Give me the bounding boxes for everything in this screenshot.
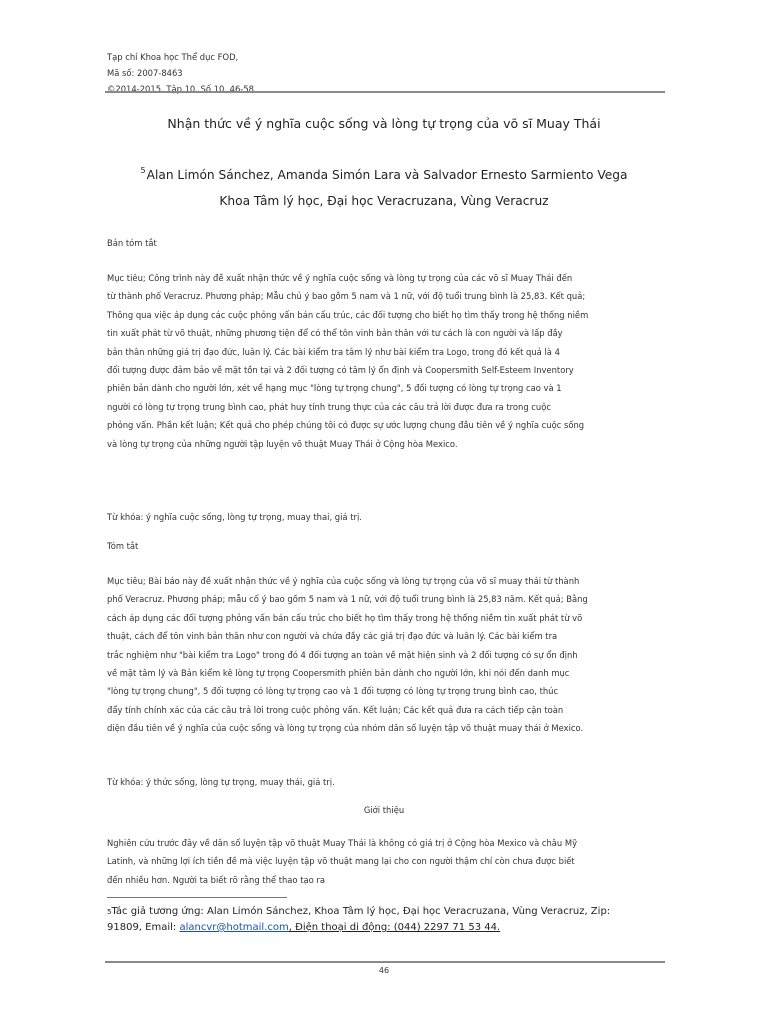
abstract-line: từ thành phố Veracruz. Phương pháp; Mẫu chủ ý bao gồm 5 nam và 1 nữ, với độ tuổi trung bình là 25,83. Kết quả; <box>107 291 586 302</box>
summary-line: trắc nghiệm như "bài kiểm tra Logo" trong đó 4 đối tượng an toàn về mặt hiện sinh và 2 đối tượng có sự ổn định <box>107 649 578 660</box>
intro-line: đến nhiều hơn. Người ta biết rõ rằng thể thao tạo ra <box>107 874 325 885</box>
abstract-line: tin xuất phát từ võ thuật, những phương tiện để có thể tôn vinh bản thân với tư cách là con người và lấp đầy <box>107 328 563 339</box>
footnote-phone: , Điện thoại di động: (044) 2297 71 53 44. <box>288 922 501 933</box>
summary-line: cách áp dụng các đối tượng phỏng vấn bán cấu trúc cho biết họ tìm thấy trong hệ thống niềm tin xuất phát từ võ <box>107 612 583 623</box>
keywords-2: Từ khóa: ý thức sống, lòng tự trọng, muay thái, giá trị. <box>107 777 335 787</box>
summary-line: về mặt tâm lý và Bản kiểm kê lòng tự trọng Coopersmith phiên bản dành cho người lớn, khi nói đến danh mục <box>107 668 570 679</box>
introduction-paragraph <box>107 834 659 889</box>
keywords-1: Từ khóa: ý nghĩa cuộc sống, lòng tự trọng, muay thai, giá trị. <box>107 512 362 522</box>
email-link[interactable]: alancvr@hotmail.com <box>179 922 289 933</box>
footnote-marker: 5 <box>107 908 112 916</box>
footer-rule <box>105 961 665 963</box>
footnote-line-1: Tác giả tương ứng: Alan Limón Sánchez, Khoa Tâm lý học, Đại học Veracruzana, Vùng Veracruz, Zip: <box>111 906 611 917</box>
introduction-heading: Giới thiệu <box>363 805 405 815</box>
journal-name: Tạp chí Khoa học Thể dục FOD, <box>107 52 239 62</box>
summary-line: Mục tiêu; Bài báo này đề xuất nhận thức về ý nghĩa của cuộc sống và lòng tự trọng của võ sĩ muay thái từ thành <box>107 576 580 586</box>
abstract-paragraph <box>107 269 659 453</box>
author-list <box>0 168 768 182</box>
intro-line: Latinh, và những lợi ích tiền đề mà việc luyện tập võ thuật mang lại cho con người thậm chí còn chưa được biết <box>107 856 575 867</box>
abstract-line: phiên bản dành cho người lớn, xét về hạng mục "lòng tự trọng chung", 5 đối tượng có lòng tự trọng cao và 1 <box>107 383 562 394</box>
journal-issn: Mã số: 2007-8463 <box>107 68 183 78</box>
abstract-line: bản thân những giá trị đạo đức, luân lý. Các bài kiểm tra tâm lý như bài kiểm tra Logo, trong đó kết quả là 4 <box>107 346 560 357</box>
abstract-line: đối tượng được đảm bảo về mặt tồn tại và 2 đối tượng có tâm lý ổn định và Coopersmith Self-Esteem Inventory <box>107 365 574 376</box>
author-affiliation: Khoa Tâm lý học, Đại học Veracruzana, Vùng Veracruz <box>219 194 549 208</box>
journal-volume: ©2014-2015, Tập 10, Số 10, 46-58 <box>107 84 254 94</box>
abstract-line: và lòng tự trọng của những người tập luyện võ thuật Muay Thái ở Cộng hòa Mexico. <box>107 438 458 449</box>
abstract-line: Thông qua việc áp dụng các cuộc phỏng vấn bán cấu trúc, các đối tượng cho biết họ tìm thấy trong hệ thống niềm <box>107 309 589 320</box>
paper-title: Nhận thức về ý nghĩa cuộc sống và lòng tự trọng của võ sĩ Muay Thái <box>167 116 601 131</box>
author-names: Alan Limón Sánchez, Amanda Simón Lara và Salvador Ernesto Sarmiento Vega <box>146 168 628 182</box>
summary-line: diện đầu tiên về ý nghĩa của cuộc sống và lòng tự trọng của nhóm dân số luyện tập võ thuật muay thái ở Mexico. <box>107 723 584 734</box>
summary-line: thuật, cách để tôn vinh bản thân như con người và chứa đầy các giá trị đạo đức và luân lý. Các bài kiểm tra <box>107 631 558 642</box>
summary-line: đẩy tính chính xác của các câu trả lời trong cuộc phỏng vấn. Kết luận; Các kết quả đưa ra cách tiếp cận toàn <box>107 704 564 715</box>
footnote <box>107 904 667 936</box>
abstract-line: phỏng vấn. Phần kết luận; Kết quả cho phép chúng tôi có được sự ước lượng chung đầu tiên về ý nghĩa cuộc sống <box>107 420 585 431</box>
footnote-zip-prefix: 91809, Email: <box>107 922 180 933</box>
page-number: 46 <box>378 966 390 975</box>
header-rule <box>105 91 665 93</box>
journal-header <box>107 49 254 97</box>
abstract-line: người có lòng tự trọng trung bình cao, phát huy tính trung thực của các câu trả lời được đưa ra trong cuộc <box>107 401 551 412</box>
summary-paragraph <box>107 572 659 738</box>
intro-line: Nghiên cứu trước đây về dân số luyện tập võ thuật Muay Thái là không có giá trị ở Cộng hòa Mexico và châu Mỹ <box>107 838 578 848</box>
summary-line: phố Veracruz. Phương pháp; mẫu cố ý bao gồm 5 nam và 1 nữ, với độ tuổi trung bình là 25,83 năm. Kết quả; Bằng <box>107 594 588 605</box>
abstract-heading: Bản tóm tắt <box>107 238 157 248</box>
author-footnote-marker: 5 <box>140 166 146 175</box>
footnote-rule <box>107 897 287 898</box>
summary-line: "lòng tự trọng chung", 5 đối tượng có lòng tự trọng cao và 1 đối tượng có lòng tự trọng trung bình cao, thúc <box>107 686 559 697</box>
summary-heading: Tóm tắt <box>107 541 139 551</box>
abstract-line: Mục tiêu; Công trình này đề xuất nhận thức về ý nghĩa cuộc sống và lòng tự trọng của các võ sĩ Muay Thái đến <box>107 273 573 283</box>
